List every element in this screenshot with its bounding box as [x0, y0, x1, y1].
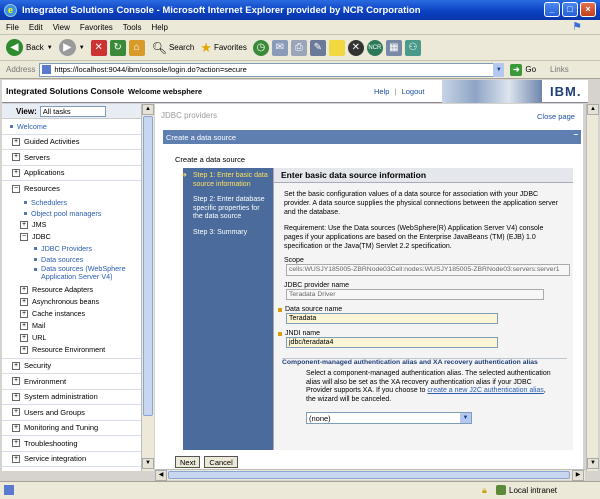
maximize-button[interactable]: □	[562, 2, 578, 17]
nav-label: Cache instances	[32, 309, 86, 318]
intranet-icon	[496, 485, 506, 495]
nav-service-integration[interactable]	[2, 452, 145, 468]
console-banner	[2, 80, 588, 103]
nav-applications[interactable]	[2, 166, 145, 182]
nav-guided-activities[interactable]	[2, 135, 145, 151]
portlet-title: Create a data source	[166, 132, 237, 142]
wizard-form	[273, 168, 573, 450]
expand-icon: +	[21, 297, 27, 305]
nav-label: Asynchronous beans	[32, 297, 100, 306]
scroll-up-icon[interactable]: ▲	[587, 104, 599, 115]
expand-icon: +	[13, 454, 19, 462]
main-content	[155, 104, 583, 471]
next-button[interactable]: Next	[175, 456, 200, 468]
description-text: Set the basic configuration values of a data source for association with your JDBC provider. A data source supplies the physical connections between the application server and the database.	[284, 191, 558, 216]
menu-view[interactable]: View	[52, 22, 70, 32]
expand-icon: +	[21, 321, 27, 329]
header-links	[374, 87, 425, 96]
nav-object-pool-managers[interactable]	[24, 208, 145, 219]
scroll-down-icon[interactable]: ▼	[142, 458, 154, 469]
notes-icon[interactable]	[329, 40, 345, 56]
links-label[interactable]: Links	[550, 65, 569, 74]
nav-system-administration[interactable]	[2, 390, 145, 406]
window-title: Integrated Solutions Console - Microsoft Internet Explorer provided by NCR Corporation	[22, 4, 421, 16]
step-label: Step 2: Enter database specific properties for the data source	[193, 196, 265, 220]
nav-jms[interactable]	[20, 219, 145, 231]
nav-label: Data sources (WebSphere Application Server V4)	[41, 263, 126, 281]
forward-button[interactable]	[59, 39, 85, 56]
nav-monitoring-and-tuning[interactable]	[2, 421, 145, 437]
auth-alias-select[interactable]	[306, 412, 472, 424]
nav-servers[interactable]	[2, 150, 145, 166]
data-source-name-input[interactable]: Teradata	[286, 313, 498, 324]
jndi-name-input[interactable]: jdbc/teradata4	[286, 337, 498, 348]
wizard-steps	[183, 168, 273, 450]
expand-icon: +	[13, 361, 19, 369]
nav-label: JDBC Providers	[41, 243, 93, 253]
auth-text: Select a component-managed authentication alias. The selected authentication alias will also be set as the XA recovery authentication alias if your JDBC Provider supports XA. If you choose to	[306, 370, 551, 394]
nav-label: JDBC	[32, 232, 51, 241]
nav-label: Security	[24, 361, 52, 371]
back-label: Back	[26, 43, 44, 52]
wizard-step-3	[185, 229, 271, 238]
edit-icon[interactable]: ✎	[310, 40, 326, 56]
jndi-label	[284, 330, 573, 337]
forward-arrow-icon: ▶	[59, 39, 76, 56]
nav-troubleshooting[interactable]	[2, 436, 145, 452]
print-icon[interactable]: ⎙	[291, 40, 307, 56]
windows-flag-icon: ⚑	[572, 21, 582, 33]
menu-file[interactable]: File	[6, 22, 19, 32]
nav-resources[interactable]	[2, 181, 145, 197]
back-button[interactable]	[6, 39, 53, 56]
expand-icon: +	[13, 408, 19, 416]
nav-label: Guided Activities	[24, 137, 80, 147]
menubar	[0, 20, 600, 35]
address-dropdown-icon[interactable]: ▼	[493, 63, 504, 77]
help-link[interactable]: Help	[374, 87, 390, 96]
expand-icon: +	[13, 439, 19, 447]
nav-label: JMS	[32, 220, 47, 229]
expand-icon: +	[21, 333, 27, 341]
refresh-icon[interactable]: ↻	[110, 40, 126, 56]
page-title: Create a data source	[175, 155, 246, 164]
nav-url[interactable]	[20, 332, 145, 344]
nav-jdbc[interactable]	[20, 231, 145, 243]
banner-decoration	[442, 80, 542, 103]
wizard-heading: Enter basic data source information	[274, 168, 573, 183]
nav-mail[interactable]	[20, 320, 145, 332]
address-url: https://localhost:9044/ibm/console/login.do?action=secure	[54, 65, 247, 74]
bullet-icon	[10, 125, 13, 128]
nav-label: URL	[32, 333, 47, 342]
nav-label: Data sources	[41, 254, 84, 264]
expand-icon: +	[13, 137, 19, 145]
nav-data-sources-v4[interactable]	[34, 265, 145, 284]
link-separator: |	[394, 87, 397, 96]
nav-label: Resource Adapters	[32, 285, 94, 294]
menu-edit[interactable]: Edit	[28, 22, 43, 32]
nav-label: Users and Groups	[24, 407, 85, 417]
mail-icon[interactable]: ✉	[272, 40, 288, 56]
collapse-icon: −	[13, 184, 19, 192]
nav-label: Servers	[24, 152, 50, 162]
auth-description	[306, 370, 557, 404]
nav-security[interactable]	[2, 359, 145, 375]
auth-legend: Component-managed authentication alias and XA recovery authentication alias	[282, 359, 541, 366]
nav-resource-adapters[interactable]	[20, 284, 145, 296]
cancel-button[interactable]: Cancel	[204, 456, 237, 468]
minimize-portlet-icon[interactable]: −	[573, 130, 578, 139]
wizard-buttons	[175, 456, 242, 468]
ds-name-label-text: Data source name	[285, 306, 343, 313]
view-label: View:	[16, 106, 37, 116]
browser-toolbar	[0, 35, 600, 61]
auth-select-value: (none)	[309, 413, 331, 423]
back-arrow-icon: ◀	[6, 39, 23, 56]
nav-label: Mail	[32, 321, 46, 330]
nav-users-and-groups[interactable]	[2, 405, 145, 421]
ncr-icon[interactable]: NCR	[367, 40, 383, 56]
horizontal-scrollbar[interactable]	[155, 469, 585, 480]
scope-label-text: Scope	[284, 257, 304, 264]
menu-favorites[interactable]: Favorites	[79, 22, 113, 32]
expand-icon: +	[13, 423, 19, 431]
collapse-icon: −	[21, 232, 27, 240]
scroll-left-icon[interactable]: ◀	[155, 470, 167, 481]
nav-label: Resources	[24, 184, 60, 194]
scroll-up-icon[interactable]: ▲	[142, 104, 154, 115]
nav-label: Object pool managers	[31, 208, 102, 218]
wizard-step-1	[181, 172, 271, 189]
menu-tools[interactable]: Tools	[122, 22, 142, 32]
expand-icon: +	[21, 285, 27, 293]
search-icon: 🔍︎	[151, 40, 167, 55]
welcome-user: Welcome websphere	[128, 86, 203, 96]
nav-label: Monitoring and Tuning	[24, 423, 99, 433]
messenger-icon[interactable]: ✕	[348, 40, 364, 56]
nav-scrollbar[interactable]	[141, 104, 154, 471]
nav-label: Troubleshooting	[24, 438, 78, 448]
ds-name-label	[284, 306, 573, 313]
expand-icon: +	[13, 153, 19, 161]
address-label: Address	[6, 65, 36, 74]
expand-icon: +	[21, 345, 27, 353]
console-brand: Integrated Solutions Console	[6, 86, 125, 96]
step-label: Step 3: Summary	[193, 228, 248, 236]
ibm-logo: IBM.	[550, 84, 582, 99]
chevron-down-icon: ▼	[460, 413, 471, 423]
research-icon[interactable]: ▦	[386, 40, 402, 56]
security-zone-label: Local intranet	[509, 485, 558, 495]
auth-alias-section	[282, 358, 567, 424]
provider-label-text: JDBC provider name	[284, 282, 349, 289]
breadcrumb[interactable]: JDBC providers	[161, 111, 218, 120]
nav-data-sources[interactable]	[34, 254, 145, 265]
nav-label: Schedulers	[31, 197, 67, 207]
page-icon	[42, 65, 51, 74]
nav-asynchronous-beans[interactable]	[20, 296, 145, 308]
nav-jdbc-providers[interactable]	[34, 243, 145, 254]
stop-icon[interactable]: ✕	[91, 40, 107, 56]
nav-label: System administration	[24, 392, 98, 402]
view-value: All tasks	[42, 106, 71, 116]
scope-label	[284, 257, 573, 264]
ie-logo-icon: e	[4, 4, 17, 17]
menu-help[interactable]: Help	[151, 22, 168, 32]
favorites-label: Favorites	[213, 43, 247, 52]
bullet-icon	[34, 268, 37, 271]
view-selector-row	[2, 104, 145, 119]
nav-label: Environment	[24, 376, 67, 386]
scope-field: cells:WUSJY185005-ZBRNode03Cell:nodes:WUSJY185005-ZBRNode03:servers:server1	[286, 264, 570, 276]
people-icon[interactable]: ⚇	[405, 40, 421, 56]
address-bar	[0, 61, 600, 79]
navigation-tree	[2, 104, 146, 471]
jndi-label-text: JNDI name	[285, 330, 321, 337]
provider-field: Teradata Driver	[286, 289, 544, 300]
portlet-header	[163, 130, 581, 144]
go-arrow-icon: ➜	[510, 64, 522, 76]
bullet-icon	[24, 212, 27, 215]
bullet-icon	[34, 247, 37, 250]
nav-label: Applications	[24, 168, 65, 178]
required-icon	[278, 332, 282, 336]
nav-scroll-thumb[interactable]	[143, 116, 153, 416]
expand-icon: +	[13, 168, 19, 176]
nav-resource-environment[interactable]	[20, 344, 145, 356]
auth-text-end: , the wizard will be canceled.	[306, 387, 546, 403]
close-window-button[interactable]: ×	[580, 2, 596, 17]
chevron-down-icon: ▼	[46, 44, 53, 51]
nav-label: Service integration	[24, 454, 87, 464]
search-label: Search	[168, 43, 195, 52]
star-icon: ★	[200, 39, 212, 55]
history-icon[interactable]: ◷	[253, 40, 269, 56]
step-label: Step 1: Enter basic data source information	[193, 172, 268, 188]
provider-label	[284, 282, 573, 289]
address-input[interactable]	[39, 63, 504, 77]
page-status-icon	[4, 485, 14, 495]
current-step-arrow-icon: ➔	[181, 172, 187, 179]
content-scrollbar[interactable]	[586, 104, 598, 471]
close-page-link[interactable]: Close page	[537, 112, 575, 121]
favorites-button[interactable]	[200, 40, 247, 56]
go-label: Go	[525, 65, 537, 74]
nav-schedulers[interactable]	[24, 197, 145, 208]
expand-icon: +	[21, 309, 27, 317]
go-button[interactable]	[510, 64, 536, 76]
required-icon	[278, 308, 282, 312]
search-button[interactable]	[152, 41, 195, 55]
home-icon[interactable]: ⌂	[129, 40, 145, 56]
expand-icon: +	[13, 392, 19, 400]
horizontal-scroll-thumb[interactable]	[168, 471, 570, 479]
requirement-text: Requirement: Use the Data sources (WebSphere(R) Application Server V4) console pages if your applications are based on the Enterprise JavaBeans (TM) (EJB) 1.0 specification or the Java(TM) Servlet 2.2 specification.	[284, 225, 544, 250]
security-zone	[496, 485, 557, 495]
scroll-right-icon[interactable]: ▶	[572, 470, 584, 481]
wizard-step-2	[185, 196, 271, 222]
status-bar	[0, 481, 600, 499]
expand-icon: +	[13, 377, 19, 385]
lock-icon: 🔒︎	[482, 485, 487, 495]
window-titlebar[interactable]	[0, 0, 600, 20]
minimize-button[interactable]: _	[544, 2, 560, 17]
scroll-down-icon[interactable]: ▼	[587, 458, 599, 469]
bullet-icon	[34, 258, 37, 261]
create-j2c-alias-link[interactable]: create a new J2C authentication alias	[427, 387, 544, 394]
logout-link[interactable]: Logout	[401, 87, 425, 96]
bullet-icon	[24, 201, 27, 204]
nav-welcome-label: Welcome	[17, 121, 47, 131]
nav-environment[interactable]	[2, 374, 145, 390]
chevron-down-icon: ▼	[78, 44, 85, 51]
expand-icon: +	[21, 220, 27, 228]
nav-cache-instances[interactable]	[20, 308, 145, 320]
nav-welcome[interactable]	[2, 119, 145, 135]
view-select[interactable]	[40, 106, 106, 117]
nav-label: Resource Environment	[32, 345, 106, 354]
